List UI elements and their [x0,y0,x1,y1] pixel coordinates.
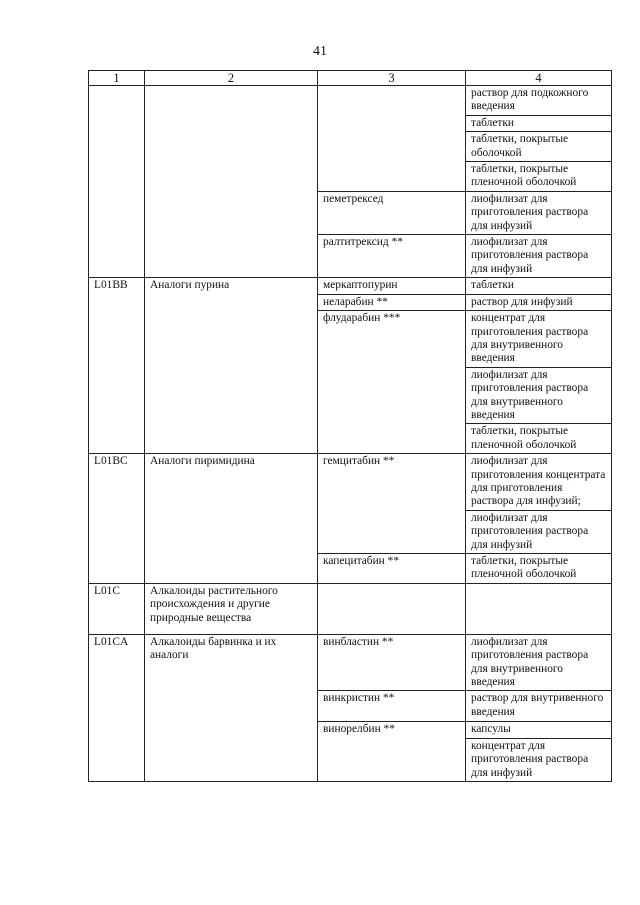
drug-name-cell: меркаптопурин [318,278,466,294]
dosage-form-cell: таблетки [466,115,612,131]
drug-name-cell: капецитабин ** [318,554,466,584]
page-number: 41 [313,44,327,59]
dosage-form-cell: таблетки [466,278,612,294]
dosage-form-cell: лиофилизат для приготовления раствора для внутривенного введения [466,367,612,424]
dosage-form-cell [466,583,612,634]
column-header-4: 4 [466,71,612,86]
drug-name-cell: гемцитабин ** [318,454,466,554]
group-name-cell: Аналоги пурина [145,278,318,454]
group-name-cell [145,86,318,278]
dosage-form-cell: таблетки, покрытые пленочной оболочкой [466,554,612,584]
drug-name-cell: пеметрексед [318,191,466,234]
group-name-cell: Аналоги пиримидина [145,454,318,584]
atc-code-cell: L01BC [89,454,145,584]
group-name-cell: Алкалоиды барвинка и их аналоги [145,634,318,781]
drug-name-cell [318,583,466,634]
atc-code-cell [89,86,145,278]
column-header-1: 1 [89,71,145,86]
atc-code-cell: L01CA [89,634,145,781]
dosage-form-cell: раствор для внутривенного введения [466,691,612,722]
column-header-2: 2 [145,71,318,86]
dosage-form-cell: лиофилизат для приготовления концентрата для приготовления раствора для инфузий; [466,454,612,511]
table-row [89,583,612,634]
drug-name-cell [318,86,466,192]
dosage-form-cell: лиофилизат для приготовления раствора для инфузий [466,191,612,234]
table-row [89,454,612,511]
table-row [89,86,612,116]
dosage-form-cell: капсулы [466,722,612,738]
dosage-form-cell: лиофилизат для приготовления раствора для инфузий [466,235,612,278]
drug-name-cell: винбластин ** [318,634,466,691]
table-header-row [89,71,612,86]
atc-code-cell: L01BB [89,278,145,454]
dosage-form-cell: таблетки, покрытые пленочной оболочкой [466,162,612,192]
dosage-form-cell: лиофилизат для приготовления раствора для инфузий [466,510,612,553]
group-name-cell: Алкалоиды растительного происхождения и другие природные вещества [145,583,318,634]
table-row [89,634,612,691]
dosage-form-cell: раствор для инфузий [466,294,612,310]
table-row [89,278,612,294]
dosage-form-cell: концентрат для приготовления раствора для инфузий [466,738,612,781]
drug-name-cell: ралтитрексид ** [318,235,466,278]
drug-name-cell: флударабин *** [318,311,466,454]
column-header-3: 3 [318,71,466,86]
drug-name-cell: неларабин ** [318,294,466,310]
dosage-form-cell: лиофилизат для приготовления раствора для внутривенного введения [466,634,612,691]
drug-table [88,70,612,782]
dosage-form-cell: таблетки, покрытые пленочной оболочкой [466,424,612,454]
dosage-form-cell: концентрат для приготовления раствора для внутривенного введения [466,311,612,368]
dosage-form-cell: раствор для подкожного введения [466,86,612,116]
atc-code-cell: L01C [89,583,145,634]
dosage-form-cell: таблетки, покрытые оболочкой [466,132,612,162]
drug-name-cell: винорелбин ** [318,722,466,782]
drug-name-cell: винкристин ** [318,691,466,722]
